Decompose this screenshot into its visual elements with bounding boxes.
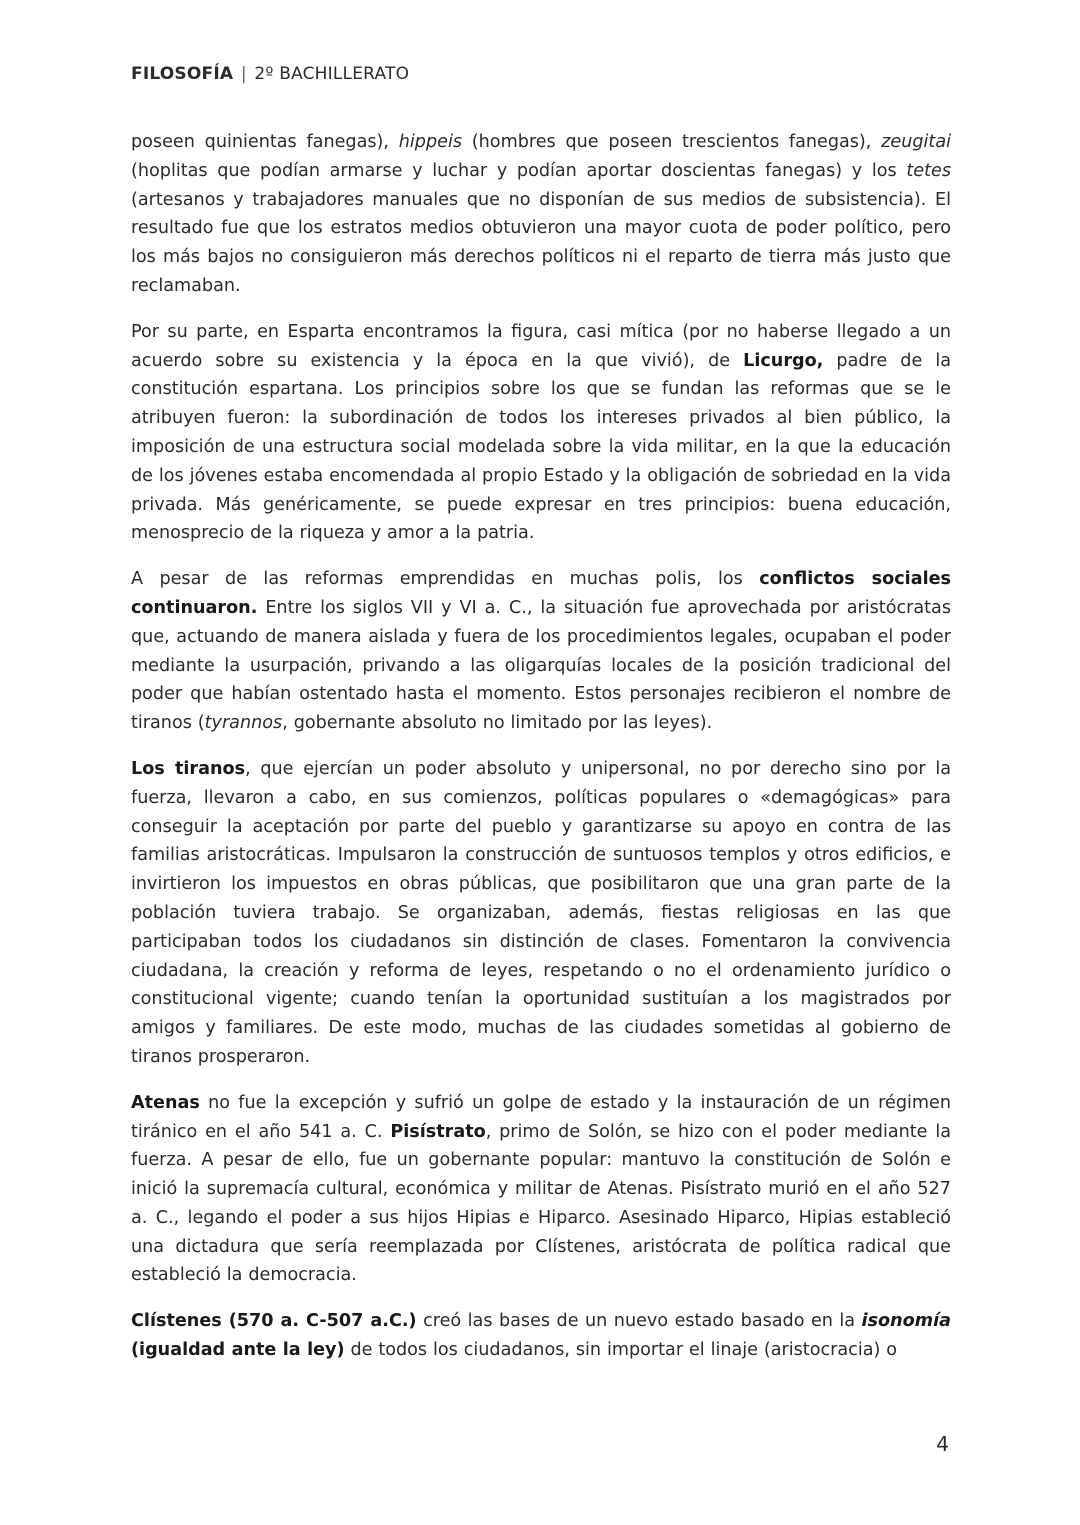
term-isonomia: isonomía <box>861 1311 951 1332</box>
paragraph-clistenes: Clístenes (570 a. C-507 a.C.) creó las bases de un nuevo estado basado en la isonomía (igualdad ante la ley) de todos los ciudadanos, sin importar el linaje (aristocracia) o <box>131 1311 951 1361</box>
term-zeugitai: zeugitai <box>881 132 951 152</box>
term-tyrannos: tyrannos <box>204 713 283 734</box>
paragraph-solon-classes: poseen quinientas fanegas), hippeis (hombres que poseen trescientos fanegas), zeugitai (hoplitas que podían armarse y luchar y podían aportar doscientas fanegas) y los tetes (artesanos y trabajadores manuales que no disponían de sus medios de subsistencia). El resultado fue que los estratos medios obtuvieron una mayor cuota de poder político, pero los más bajos no consiguieron más derechos políticos ni el reparto de tierra más justo que reclamaban. <box>131 132 951 296</box>
paragraph-conflictos: A pesar de las reformas emprendidas en muchas polis, los conflictos sociales continuaron. Entre los siglos VII y VI a. C., la situación fue aprovechada por aristócratas que, actuando de manera aislada y fuera de los procedimientos legales, ocupaban el poder mediante la usurpación, privando a las oligarquías locales de la posición tradicional del poder que habían ostentado hasta el momento. Estos personajes recibieron el nombre de tiranos (tyrannos, gobernante absoluto no limitado por las leyes). <box>131 569 951 734</box>
header-course: 2º BACHILLERATO <box>254 64 410 84</box>
term-igualdad-ante-la-ley: (igualdad ante la ley) <box>131 1340 345 1361</box>
header-separator: | <box>240 64 247 84</box>
paragraph-tiranos: Los tiranos, que ejercían un poder absoluto y unipersonal, no por derecho sino por la fuerza, llevaron a cabo, en sus comienzos, políticas populares o «demagógicas» para conseguir la aceptación por parte del pueblo y garantizarse su apoyo en contra de las familias aristocráticas. Impulsaron la construcción de suntuosos templos y otros edificios, e invirtieron los impuestos en obras públicas, que posibilitaron que una gran parte de la población tuviera trabajo. Se organizaban, además, fiestas religiosas en las que participaban todos los ciudadanos sin distinción de clases. Fomentaron la convivencia ciudadana, la creación y reforma de leyes, respetando o no el ordenamiento jurídico o constitucional vigente; cuando tenían la oportunidad sustituían a los magistrados por amigos y familiares. De este modo, muchas de las ciudades sometidas al gobierno de tiranos prosperaron. <box>131 758 951 1067</box>
page-number: 4 <box>936 1432 949 1456</box>
paragraph-licurgo: Por su parte, en Esparta encontramos la figura, casi mítica (por no haberse llegado a un acuerdo sobre su existencia y la época en la que vivió), de Licurgo, padre de la constitución espartana. Los principios sobre los que se fundan las reformas que se le atribuyen fueron: la subordinación de todos los intereses privados al bien público, la imposición de una estructura social modelada sobre la vida militar, en la que la educación de los jóvenes estaba encomendada al propio Estado y la obligación de sobriedad en la vida privada. Más genéricamente, se puede expresar en tres principios: buena educación, menosprecio de la riqueza y amor a la patria. <box>131 321 951 544</box>
paragraph-atenas: Atenas no fue la excepción y sufrió un golpe de estado y la instauración de un régimen tiránico en el año 541 a. C. Pisístrato, primo de Solón, se hizo con el poder mediante la fuerza. A pesar de ello, fue un gobernante popular: mantuvo la constitución de Solón e inició la supremacía cultural, económica y militar de Atenas. Pisístrato murió en el año 527 a. C., legando el poder a sus hijos Hipias e Hiparco. Asesinado Hiparco, Hipias estableció una dictadura que sería reemplazada por Clístenes, aristócrata de política radical que estableció la democracia. <box>131 1092 951 1286</box>
term-atenas: Atenas <box>131 1092 200 1113</box>
page-header <box>131 64 409 84</box>
term-conflictos-sociales: conflictos sociales continuaron. <box>131 569 951 618</box>
term-hippeis: hippeis <box>398 132 463 152</box>
term-licurgo: Licurgo, <box>743 350 824 371</box>
document-body <box>131 128 951 1382</box>
term-pisistrato: Pisístrato <box>390 1121 486 1142</box>
term-clistenes: Clístenes (570 a. C-507 a.C.) <box>131 1311 417 1332</box>
header-subject: FILOSOFÍA <box>131 64 234 84</box>
term-tetes: tetes <box>906 160 951 181</box>
term-los-tiranos: Los tiranos <box>131 758 246 779</box>
